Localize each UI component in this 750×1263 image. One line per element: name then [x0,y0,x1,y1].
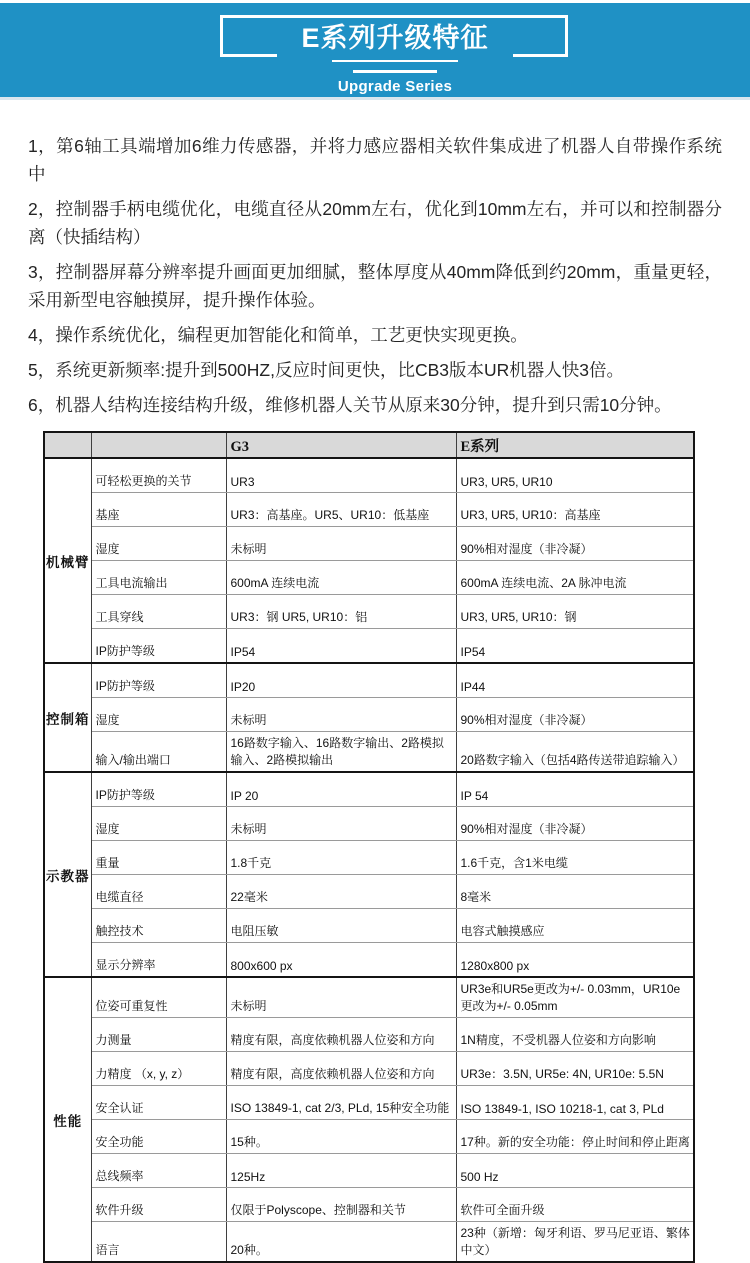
header-blank-category [44,432,91,458]
g3-value-cell: UR3：钢 UR5, UR10：铝 [226,595,456,629]
g3-value-cell: 15种。 [226,1120,456,1154]
g3-value-cell: UR3 [226,458,456,493]
g3-value-cell: 1.8千克 [226,841,456,875]
page-title: E系列升级特征 [277,18,512,58]
property-cell: 湿度 [91,527,226,561]
feature-list [28,132,722,419]
property-cell: 安全认证 [91,1086,226,1120]
feature-item-3: 3，控制器屏幕分辨率提升画面更加细腻，整体厚度从40mm降低到约20mm，重量更轻，采用新型电容触摸屏，提升操作体验。 [28,262,722,310]
e-series-value-cell: UR3, UR5, UR10：高基座 [456,493,694,527]
property-cell: 可轻松更换的关节 [91,458,226,493]
table-row [44,977,694,1018]
g3-value-cell: IP 20 [226,772,456,807]
spec-comparison-table [43,431,695,1263]
table-row [44,1018,694,1052]
property-cell: 总线频率 [91,1154,226,1188]
property-cell: 电缆直径 [91,875,226,909]
table-row [44,1154,694,1188]
table-row [44,561,694,595]
property-cell: 输入/输出端口 [91,732,226,773]
table-row [44,772,694,807]
property-cell: IP防护等级 [91,663,226,698]
property-cell: 基座 [91,493,226,527]
e-series-value-cell: 1280x800 px [456,943,694,978]
table-row [44,1086,694,1120]
g3-value-cell: 未标明 [226,698,456,732]
property-cell: 触控技术 [91,909,226,943]
e-series-value-cell: 90%相对湿度（非冷凝） [456,527,694,561]
e-series-value-cell: IP 54 [456,772,694,807]
table-row [44,595,694,629]
table-header-row [44,432,694,458]
category-cell: 示教器 [44,772,91,977]
property-cell: 重量 [91,841,226,875]
property-cell: 位姿可重复性 [91,977,226,1018]
e-series-value-cell: 1N精度，不受机器人位姿和方向影响 [456,1018,694,1052]
g3-value-cell: 未标明 [226,807,456,841]
feature-item-6: 6，机器人结构连接结构升级，维修机器人关节从原来30分钟，提升到只需10分钟。 [28,395,672,415]
e-series-value-cell: UR3e：3.5N, UR5e: 4N, UR10e: 5.5N [456,1052,694,1086]
g3-value-cell: IP54 [226,629,456,664]
spec-table-body [44,458,694,1262]
e-series-value-cell: 500 Hz [456,1154,694,1188]
g3-value-cell: ISO 13849-1, cat 2/3, PLd, 15种安全功能 [226,1086,456,1120]
e-series-value-cell: 1.6千克，含1米电缆 [456,841,694,875]
title-divider [353,70,437,73]
banner-content [40,3,750,95]
g3-value-cell: 20种。 [226,1222,456,1263]
property-cell: 软件升级 [91,1188,226,1222]
header-e-series: E系列 [456,432,694,458]
table-row [44,493,694,527]
e-series-value-cell: UR3, UR5, UR10 [456,458,694,493]
category-cell: 控制箱 [44,663,91,772]
g3-value-cell: 22毫米 [226,875,456,909]
e-series-value-cell: 电容式触摸感应 [456,909,694,943]
feature-item-1: 1，第6轴工具端增加6维力传感器，并将力感应器相关软件集成进了机器人自带操作系统中 [28,136,722,184]
property-cell: 安全功能 [91,1120,226,1154]
table-row [44,909,694,943]
e-series-value-cell: 90%相对湿度（非冷凝） [456,698,694,732]
table-row [44,663,694,698]
g3-value-cell: 未标明 [226,527,456,561]
property-cell: 工具穿线 [91,595,226,629]
g3-value-cell: 精度有限，高度依赖机器人位姿和方向 [226,1018,456,1052]
property-cell: 工具电流输出 [91,561,226,595]
table-row [44,1188,694,1222]
e-series-value-cell: 90%相对湿度（非冷凝） [456,807,694,841]
g3-value-cell: 125Hz [226,1154,456,1188]
page [0,3,750,1263]
e-series-value-cell: 软件可全面升级 [456,1188,694,1222]
table-row [44,1052,694,1086]
table-row [44,527,694,561]
table-row [44,943,694,978]
property-cell: 湿度 [91,698,226,732]
table-row [44,1222,694,1263]
feature-item-2: 2，控制器手柄电缆优化，电缆直径从20mm左右，优化到10mm左右，并可以和控制器分离（快插结构） [28,199,722,247]
e-series-value-cell: UR3, UR5, UR10：钢 [456,595,694,629]
table-row [44,807,694,841]
g3-value-cell: 仅限于Polyscope、控制器和关节 [226,1188,456,1222]
header-blank-property [91,432,226,458]
e-series-value-cell: 8毫米 [456,875,694,909]
g3-value-cell: 800x600 px [226,943,456,978]
g3-value-cell: IP20 [226,663,456,698]
g3-value-cell: 未标明 [226,977,456,1018]
category-cell: 性能 [44,977,91,1262]
g3-value-cell: 16路数字输入、16路数字输出、2路模拟输入、2路模拟输出 [226,732,456,773]
property-cell: IP防护等级 [91,629,226,664]
e-series-value-cell: UR3e和UR5e更改为+/- 0.03mm，UR10e更改为+/- 0.05mm [456,977,694,1018]
e-series-value-cell: ISO 13849-1, ISO 10218-1, cat 3, PLd [456,1086,694,1120]
e-series-value-cell: 600mA 连续电流、2A 脉冲电流 [456,561,694,595]
table-row [44,875,694,909]
table-row [44,732,694,773]
e-series-value-cell: IP44 [456,663,694,698]
g3-value-cell: UR3：高基座。UR5、UR10：低基座 [226,493,456,527]
e-series-value-cell: IP54 [456,629,694,664]
g3-value-cell: 600mA 连续电流 [226,561,456,595]
category-cell: 机械臂 [44,458,91,663]
property-cell: 力测量 [91,1018,226,1052]
header-g3: G3 [226,432,456,458]
table-row [44,629,694,664]
property-cell: 湿度 [91,807,226,841]
table-row [44,698,694,732]
g3-value-cell: 电阻压敏 [226,909,456,943]
table-row [44,841,694,875]
title-underline [332,60,458,62]
property-cell: 显示分辨率 [91,943,226,978]
feature-item-5: 5，系统更新频率:提升到500HZ,反应时间更快，比CB3版本UR机器人快3倍。 [28,360,625,380]
table-row [44,458,694,493]
table-row [44,1120,694,1154]
property-cell: IP防护等级 [91,772,226,807]
g3-value-cell: 精度有限，高度依赖机器人位姿和方向 [226,1052,456,1086]
property-cell: 语言 [91,1222,226,1263]
e-series-value-cell: 20路数字输入（包括4路传送带追踪输入） [456,732,694,773]
page-subtitle: Upgrade Series [337,78,453,95]
banner [0,3,750,100]
feature-item-4: 4，操作系统优化，编程更加智能化和简单，工艺更快实现更换。 [28,325,528,345]
property-cell: 力精度 （x, y, z） [91,1052,226,1086]
e-series-value-cell: 23种（新增：匈牙利语、罗马尼亚语、繁体中文） [456,1222,694,1263]
e-series-value-cell: 17种。新的安全功能：停止时间和停止距离 [456,1120,694,1154]
